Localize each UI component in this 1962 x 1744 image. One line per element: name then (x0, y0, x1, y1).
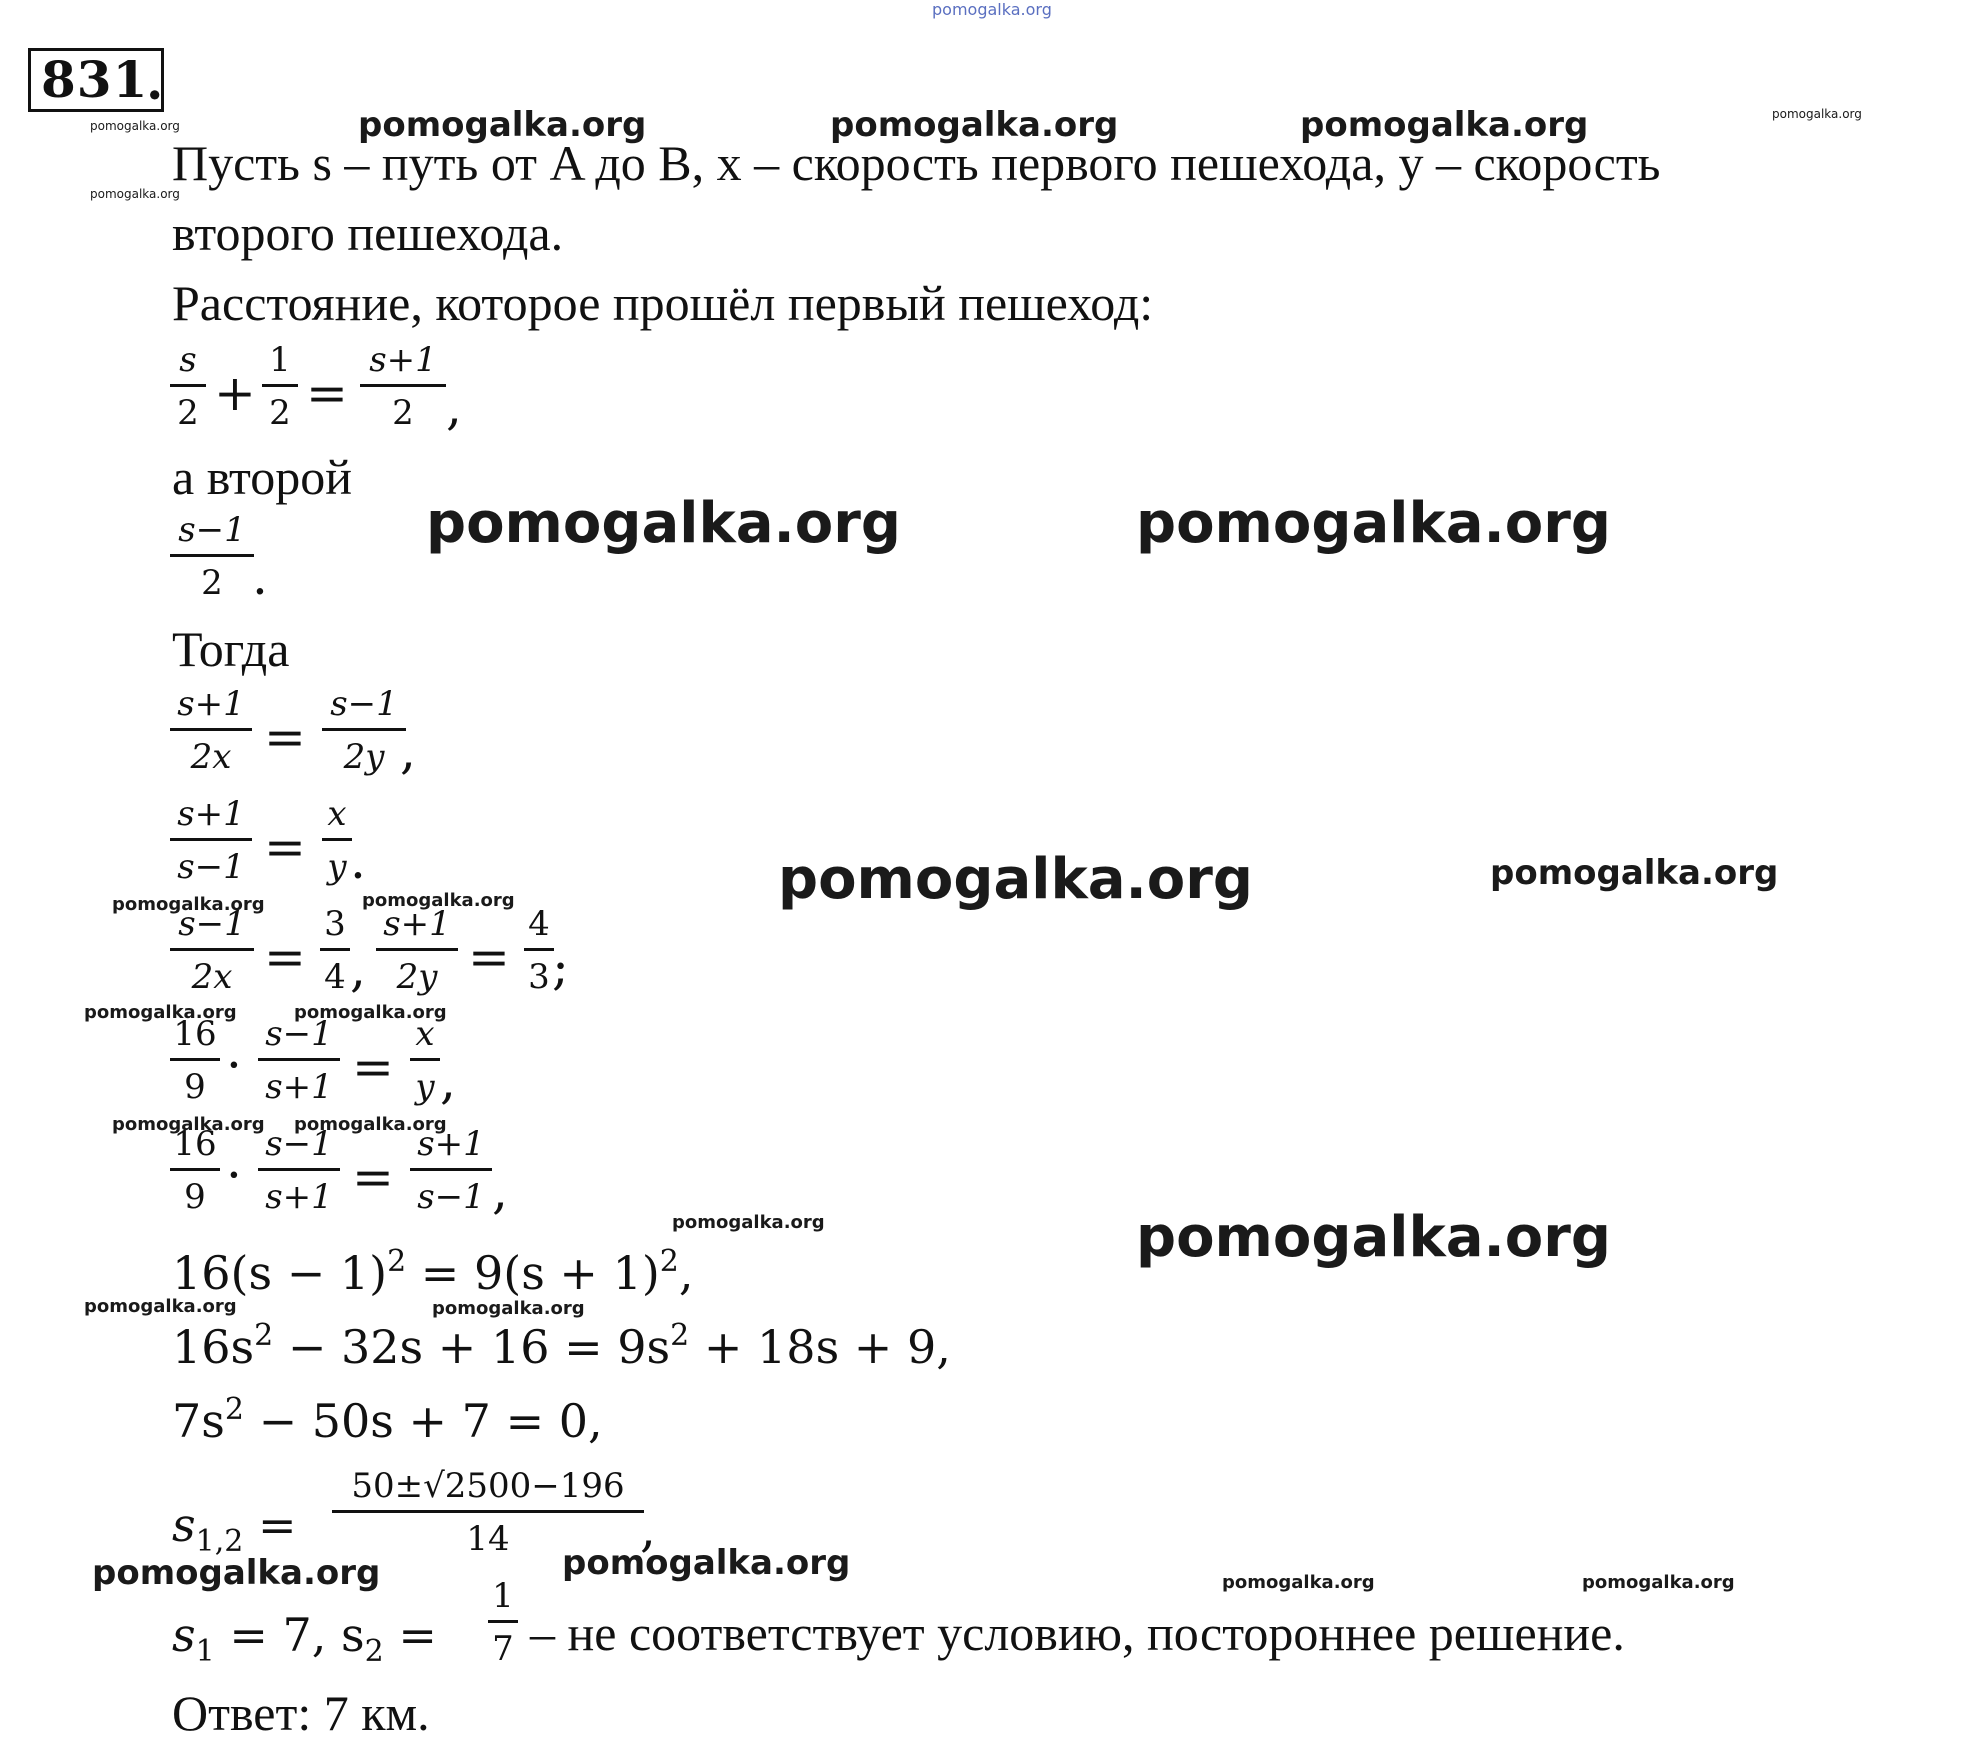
watermark: pomogalka.org (562, 1543, 851, 1583)
equals-sign: = (264, 818, 306, 876)
watermark: pomogalka.org (672, 1212, 825, 1233)
period: . (350, 832, 366, 890)
watermark: pomogalka.org (362, 890, 515, 911)
watermark: pomogalka.org (432, 1298, 585, 1319)
equals-sign: = (352, 1148, 394, 1206)
frac-s-plus-1-over-2y: s+1 2y (376, 904, 458, 997)
watermark: pomogalka.org (358, 105, 647, 145)
frac-roots: 50±√2500−196 14 (332, 1466, 644, 1559)
frac-1-over-7: 1 7 (488, 1576, 518, 1669)
watermark: pomogalka.org (294, 1114, 447, 1135)
watermark: pomogalka.org (90, 187, 180, 201)
text-line-1: Пусть s – путь от A до B, x – скорость первого пешехода, y – скорость (172, 135, 1661, 191)
comma: , (440, 1052, 456, 1110)
frac-4-over-3: 4 3 (524, 904, 554, 997)
problem-number: 831 (28, 48, 164, 112)
problem-number-dot: . (146, 52, 164, 111)
watermark: pomogalka.org (1490, 853, 1779, 893)
frac-s-plus-1-over-2: s+1 2 (360, 340, 446, 433)
text-line-3: Расстояние, которое прошёл первый пешеход: (172, 275, 1154, 331)
watermark: pomogalka.org (778, 847, 1253, 912)
equals-sign: = (468, 928, 510, 986)
roots-result: $s_1 = 7$, $s_2$ = (172, 1608, 437, 1669)
plus-sign: + (214, 364, 256, 422)
frac-s-minus-1-over-s-plus-1-2: s−1 s+1 (258, 1124, 340, 1217)
equation-squared: $16(s - 1)^2 = 9(s + 1)^2$, (172, 1244, 694, 1300)
equals-sign: = (264, 928, 306, 986)
comma: , (350, 940, 366, 998)
text-a-vtoroy: а второй (172, 449, 353, 505)
watermark: pomogalka.org (84, 1002, 237, 1023)
frac-16-over-9-2: 16 9 (170, 1124, 220, 1217)
frac-1-over-2: 1 2 (262, 340, 298, 433)
frac-x-over-y-2: x y (410, 1014, 440, 1107)
roots-label: $s_{1,2}$ = (172, 1498, 297, 1559)
frac-s-plus-1-over-s-minus-1-2: s+1 s−1 (410, 1124, 492, 1217)
frac-s-over-2: s 2 (170, 340, 206, 433)
cdot: · (226, 1146, 242, 1204)
answer: Ответ: 7 км. (172, 1685, 430, 1741)
comma: , (640, 1500, 656, 1558)
comma: , (446, 378, 462, 436)
frac-s-minus-1-over-s-plus-1: s−1 s+1 (258, 1014, 340, 1107)
frac-s-plus-1-over-2x: s+1 2x (170, 684, 252, 777)
cdot: · (226, 1036, 242, 1094)
period: . (252, 548, 268, 606)
frac-x-over-y: x y (322, 794, 352, 887)
frac-s-minus-1-over-2x: s−1 2x (170, 904, 254, 997)
watermark: pomogalka.org (1222, 1572, 1375, 1593)
watermark-top: pomogalka.org (932, 0, 1052, 19)
frac-s-plus-1-over-s-minus-1: s+1 s−1 (170, 794, 252, 887)
comma: , (492, 1162, 508, 1220)
text-line-2: второго пешехода. (172, 205, 564, 261)
frac-3-over-4: 3 4 (320, 904, 350, 997)
frac-16-over-9: 16 9 (170, 1014, 220, 1107)
equals-sign: = (306, 364, 348, 422)
watermark: pomogalka.org (1136, 491, 1611, 556)
watermark: pomogalka.org (1300, 105, 1589, 145)
frac-s-minus-1-over-2: s−1 2 (170, 510, 254, 603)
watermark: pomogalka.org (1582, 1572, 1735, 1593)
watermark: pomogalka.org (92, 1553, 381, 1593)
comma: , (400, 722, 416, 780)
roots-comment: – не соответствует условию, постороннее решение. (530, 1605, 1625, 1661)
watermark: pomogalka.org (112, 1114, 265, 1135)
semicolon: ; (552, 938, 569, 996)
watermark: pomogalka.org (294, 1002, 447, 1023)
watermark: pomogalka.org (426, 491, 901, 556)
equation-quadratic: $7s^2 - 50s + 7 = 0$, (172, 1392, 603, 1448)
equals-sign: = (352, 1038, 394, 1096)
text-togda: Тогда (172, 621, 290, 677)
watermark: pomogalka.org (1136, 1205, 1611, 1270)
watermark: pomogalka.org (84, 1296, 237, 1317)
watermark: pomogalka.org (830, 105, 1119, 145)
equation-expanded: $16s^2 - 32s + 16 = 9s^2 + 18s + 9$, (172, 1318, 951, 1374)
watermark: pomogalka.org (1772, 107, 1862, 121)
frac-s-minus-1-over-2y: s−1 2y (322, 684, 406, 777)
equals-sign: = (264, 708, 306, 766)
watermark: pomogalka.org (112, 894, 265, 915)
watermark: pomogalka.org (90, 119, 180, 133)
